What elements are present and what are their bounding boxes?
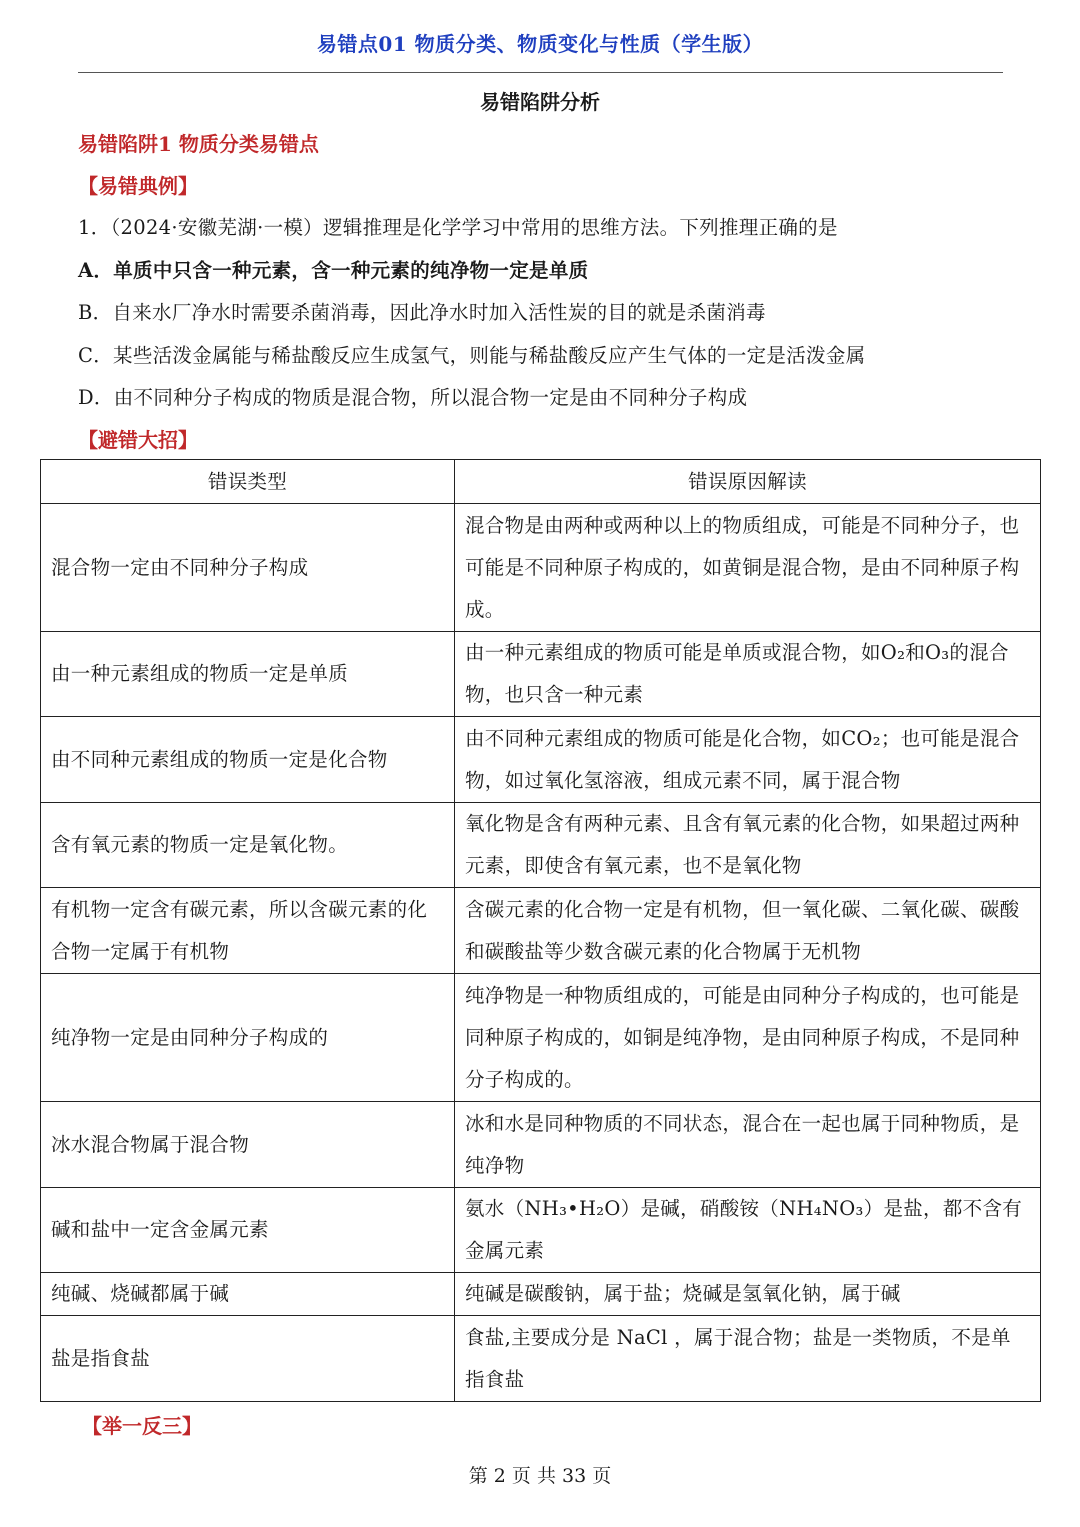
error-reason-cell: 混合物是由两种或两种以上的物质组成，可能是不同种分子，也可能是不同种原子构成的，如黄铜是混合物，是由不同种原子构成。 <box>455 504 1041 632</box>
option-c: C．某些活泼金属能与稀盐酸反应生成氢气，则能与稀盐酸反应产生气体的一定是活泼金属 <box>78 344 866 367</box>
table-row <box>41 1316 1041 1402</box>
table-row <box>41 974 1041 1102</box>
error-reason-cell: 氨水（NH₃•H₂O）是碱，硝酸铵（NH₄NO₃）是盐，都不含有金属元素 <box>455 1188 1041 1273</box>
option-d: D．由不同种分子构成的物质是混合物，所以混合物一定是由不同种分子构成 <box>78 386 748 409</box>
example-tag: 【易错典例】 <box>78 174 198 198</box>
table-row <box>41 888 1041 974</box>
table-header-row <box>41 460 1041 504</box>
table-row <box>41 1188 1041 1273</box>
table-row <box>41 717 1041 803</box>
error-tips-table <box>40 459 1041 1402</box>
error-type-cell: 由一种元素组成的物质一定是单质 <box>41 632 455 717</box>
error-reason-cell: 由一种元素组成的物质可能是单质或混合物，如O₂和O₃的混合物，也只含一种元素 <box>455 632 1041 717</box>
tips-tag: 【避错大招】 <box>78 428 198 452</box>
error-type-cell: 冰水混合物属于混合物 <box>41 1102 455 1188</box>
error-type-cell: 有机物一定含有碳元素，所以含碳元素的化合物一定属于有机物 <box>41 888 455 974</box>
error-type-cell: 混合物一定由不同种分子构成 <box>41 504 455 632</box>
table-row <box>41 1102 1041 1188</box>
table-row <box>41 803 1041 888</box>
question-stem: 1．（2024·安徽芜湖·一模）逻辑推理是化学学习中常用的思维方法。下列推理正确的是 <box>78 216 838 239</box>
section-title: 易错陷阱分析 <box>480 90 600 114</box>
error-type-cell: 盐是指食盐 <box>41 1316 455 1402</box>
option-b: B．自来水厂净水时需要杀菌消毒，因此净水时加入活性炭的目的就是杀菌消毒 <box>78 301 766 324</box>
page-header-title: 易错点01 物质分类、物质变化与性质（学生版） <box>316 32 764 56</box>
practice-tag: 【举一反三】 <box>82 1414 202 1438</box>
error-reason-cell: 纯净物是一种物质组成的，可能是由同种分子构成的，也可能是同种原子构成的，如铜是纯净物，是由同种原子构成，不是同种分子构成的。 <box>455 974 1041 1102</box>
error-reason-cell: 含碳元素的化合物一定是有机物，但一氧化碳、二氧化碳、碳酸和碳酸盐等少数含碳元素的化合物属于无机物 <box>455 888 1041 974</box>
error-reason-cell: 纯碱是碳酸钠，属于盐；烧碱是氢氧化钠，属于碱 <box>455 1273 1041 1316</box>
error-reason-cell: 冰和水是同种物质的不同状态，混合在一起也属于同种物质，是纯净物 <box>455 1102 1041 1188</box>
trap-title: 易错陷阱1 物质分类易错点 <box>78 132 319 156</box>
error-type-cell: 含有氧元素的物质一定是氧化物。 <box>41 803 455 888</box>
error-type-cell: 碱和盐中一定含金属元素 <box>41 1188 455 1273</box>
error-type-cell: 纯碱、烧碱都属于碱 <box>41 1273 455 1316</box>
error-type-cell: 由不同种元素组成的物质一定是化合物 <box>41 717 455 803</box>
option-a: A．单质中只含一种元素，含一种元素的纯净物一定是单质 <box>78 259 589 282</box>
page-number: 第 2 页 共 33 页 <box>468 1465 612 1487</box>
error-reason-cell: 食盐,主要成分是 NaCl ，属于混合物；盐是一类物质，不是单指食盐 <box>455 1316 1041 1402</box>
error-type-cell: 纯净物一定是由同种分子构成的 <box>41 974 455 1102</box>
table-row <box>41 632 1041 717</box>
header-error-reason: 错误原因解读 <box>455 460 1041 504</box>
table-row <box>41 1273 1041 1316</box>
error-reason-cell: 氧化物是含有两种元素、且含有氧元素的化合物，如果超过两种元素，即使含有氧元素，也不是氧化物 <box>455 803 1041 888</box>
error-reason-cell: 由不同种元素组成的物质可能是化合物，如CO₂；也可能是混合物，如过氧化氢溶液，组成元素不同，属于混合物 <box>455 717 1041 803</box>
table-row <box>41 504 1041 632</box>
header-divider <box>78 72 1003 73</box>
header-error-type: 错误类型 <box>41 460 455 504</box>
